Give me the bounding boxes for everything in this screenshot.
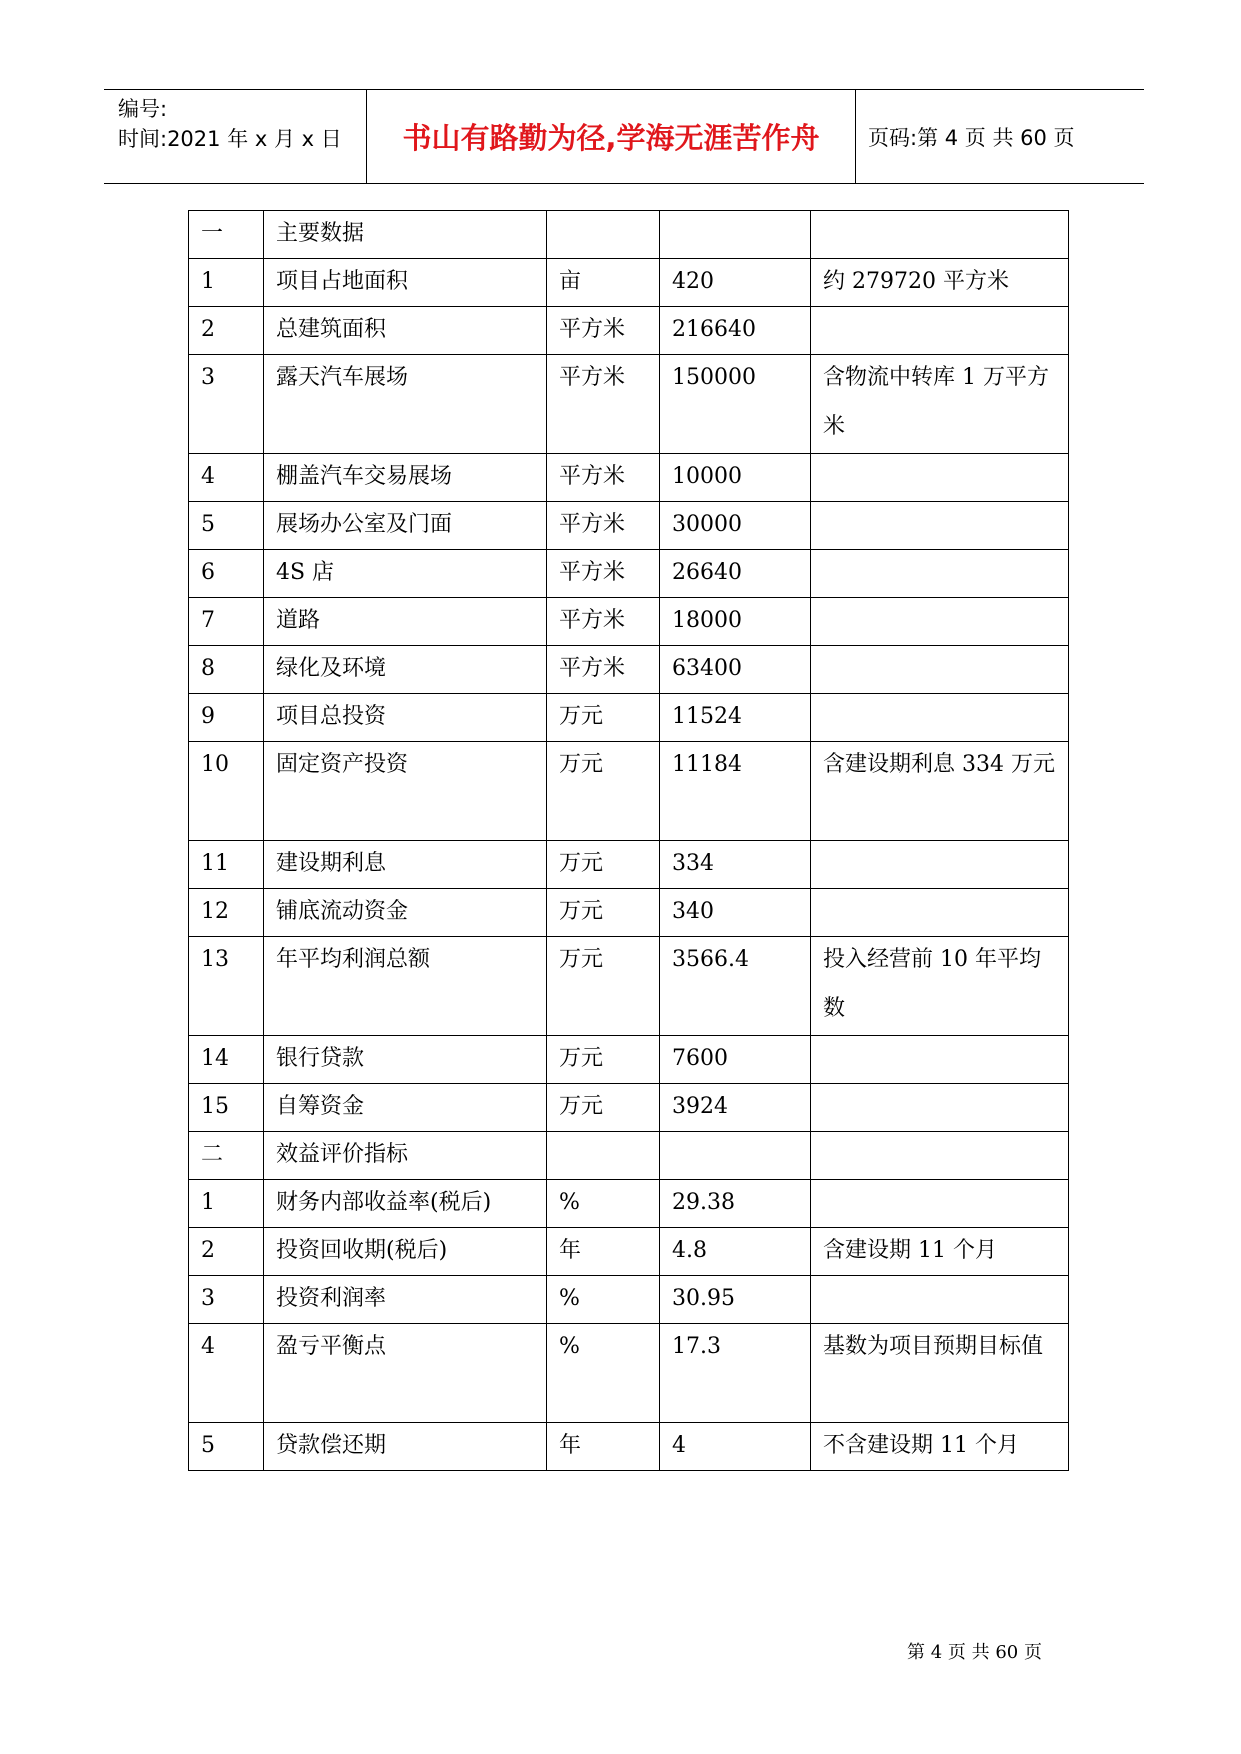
value-cell	[660, 1228, 811, 1276]
table-row	[189, 646, 1069, 694]
note-text: 投入经营前 10 年平均数	[823, 947, 1041, 1021]
item-name-text: 绿化及环境	[276, 656, 387, 681]
note-cell	[811, 550, 1069, 598]
page-footer: 第 4 页 共 60 页	[907, 1642, 1042, 1663]
unit-text: 万元	[559, 1094, 604, 1119]
row-index-cell	[189, 1036, 264, 1084]
item-name-text: 主要数据	[276, 221, 365, 246]
value-text: 11524	[672, 704, 742, 729]
row-index-cell	[189, 550, 264, 598]
value-text: 216640	[672, 317, 756, 342]
value-cell	[660, 889, 811, 937]
row-index-text: 3	[201, 365, 215, 390]
row-index-text: 15	[201, 1094, 229, 1119]
project-data-table	[188, 210, 1069, 1471]
table-row	[189, 1084, 1069, 1132]
unit-cell	[547, 502, 660, 550]
unit-cell	[547, 1228, 660, 1276]
value-cell	[660, 307, 811, 355]
value-text: 334	[672, 851, 714, 876]
value-cell	[660, 742, 811, 841]
note-cell	[811, 1276, 1069, 1324]
table-row	[189, 355, 1069, 454]
row-index-cell	[189, 694, 264, 742]
item-name-cell	[264, 307, 547, 355]
row-index-cell	[189, 1276, 264, 1324]
unit-cell	[547, 841, 660, 889]
row-index-text: 3	[201, 1286, 215, 1311]
unit-cell	[547, 1084, 660, 1132]
unit-cell	[547, 646, 660, 694]
row-index-cell	[189, 211, 264, 259]
value-cell	[660, 841, 811, 889]
table-row	[189, 742, 1069, 841]
value-text: 340	[672, 899, 714, 924]
table-row	[189, 259, 1069, 307]
table-row	[189, 1276, 1069, 1324]
unit-text: 平方米	[559, 317, 626, 342]
note-cell	[811, 841, 1069, 889]
row-index-cell	[189, 1132, 264, 1180]
unit-cell	[547, 1132, 660, 1180]
unit-text: 平方米	[559, 365, 626, 390]
item-name-text: 项目总投资	[276, 704, 387, 729]
unit-cell	[547, 1276, 660, 1324]
row-index-cell	[189, 598, 264, 646]
row-index-text: 1	[201, 1190, 215, 1215]
unit-cell	[547, 454, 660, 502]
note-cell	[811, 742, 1069, 841]
table-row	[189, 598, 1069, 646]
item-name-text: 道路	[276, 608, 321, 633]
note-cell	[811, 1084, 1069, 1132]
value-text: 63400	[672, 656, 742, 681]
value-cell	[660, 454, 811, 502]
value-text: 4.8	[672, 1238, 707, 1263]
unit-text: 年	[559, 1433, 582, 1458]
row-index-text: 1	[201, 269, 215, 294]
table-row	[189, 1036, 1069, 1084]
unit-cell	[547, 259, 660, 307]
row-index-cell	[189, 259, 264, 307]
unit-cell	[547, 1423, 660, 1471]
value-cell	[660, 1324, 811, 1423]
item-name-cell	[264, 937, 547, 1036]
value-cell	[660, 1180, 811, 1228]
unit-cell	[547, 937, 660, 1036]
item-name-cell	[264, 211, 547, 259]
row-index-text: 14	[201, 1046, 229, 1071]
table-row	[189, 937, 1069, 1036]
row-index-cell	[189, 355, 264, 454]
unit-cell	[547, 1180, 660, 1228]
note-cell	[811, 1132, 1069, 1180]
row-index-text: 8	[201, 656, 215, 681]
item-name-cell	[264, 841, 547, 889]
item-name-cell	[264, 454, 547, 502]
unit-cell	[547, 550, 660, 598]
table-row	[189, 454, 1069, 502]
row-index-text: 7	[201, 608, 215, 633]
table-row	[189, 1180, 1069, 1228]
value-text: 17.3	[672, 1334, 721, 1359]
item-name-text: 总建筑面积	[276, 317, 387, 342]
item-name-text: 建设期利息	[276, 851, 387, 876]
header-motto: 书山有路勤为径,学海无涯苦作舟	[367, 90, 856, 183]
unit-cell	[547, 742, 660, 841]
header-page-number: 页码:第 4 页 共 60 页	[868, 125, 1075, 150]
value-cell	[660, 646, 811, 694]
row-index-text: 6	[201, 560, 215, 585]
item-name-text: 自筹资金	[276, 1094, 365, 1119]
unit-text: 亩	[559, 269, 582, 294]
note-text: 约 279720 平方米	[823, 269, 1009, 294]
table-row	[189, 694, 1069, 742]
unit-text: 万元	[559, 1046, 604, 1071]
item-name-cell	[264, 1180, 547, 1228]
value-text: 11184	[672, 752, 742, 777]
unit-cell	[547, 355, 660, 454]
header-meta	[104, 90, 367, 183]
item-name-cell	[264, 889, 547, 937]
row-index-text: 一	[201, 221, 224, 246]
unit-text: 万元	[559, 947, 604, 972]
item-name-cell	[264, 742, 547, 841]
row-index-cell	[189, 454, 264, 502]
note-cell	[811, 502, 1069, 550]
item-name-text: 固定资产投资	[276, 752, 409, 777]
note-cell	[811, 1324, 1069, 1423]
item-name-cell	[264, 598, 547, 646]
row-index-text: 12	[201, 899, 229, 924]
row-index-text: 13	[201, 947, 229, 972]
row-index-cell	[189, 1228, 264, 1276]
row-index-cell	[189, 1324, 264, 1423]
value-cell	[660, 1423, 811, 1471]
unit-text: 平方米	[559, 464, 626, 489]
table-row	[189, 502, 1069, 550]
row-index-text: 5	[201, 512, 215, 537]
unit-text: 平方米	[559, 512, 626, 537]
row-index-text: 11	[201, 851, 229, 876]
unit-text: 年	[559, 1238, 582, 1263]
note-cell	[811, 937, 1069, 1036]
note-cell	[811, 1228, 1069, 1276]
table-row	[189, 307, 1069, 355]
item-name-cell	[264, 646, 547, 694]
note-text: 含物流中转库 1 万平方米	[823, 365, 1049, 439]
unit-cell	[547, 694, 660, 742]
unit-text: %	[559, 1334, 580, 1359]
note-cell	[811, 211, 1069, 259]
item-name-text: 贷款偿还期	[276, 1433, 387, 1458]
value-cell	[660, 694, 811, 742]
row-index-text: 2	[201, 317, 215, 342]
item-name-cell	[264, 1132, 547, 1180]
value-text: 3924	[672, 1094, 728, 1119]
row-index-text: 4	[201, 464, 215, 489]
note-cell	[811, 307, 1069, 355]
item-name-text: 铺底流动资金	[276, 899, 409, 924]
value-cell	[660, 1132, 811, 1180]
row-index-text: 2	[201, 1238, 215, 1263]
item-name-text: 4S 店	[276, 560, 335, 585]
item-name-text: 效益评价指标	[276, 1142, 409, 1167]
note-cell	[811, 355, 1069, 454]
row-index-cell	[189, 307, 264, 355]
item-name-cell	[264, 1423, 547, 1471]
table-row	[189, 841, 1069, 889]
item-name-text: 投资回收期(税后)	[276, 1238, 448, 1263]
item-name-cell	[264, 550, 547, 598]
table-row	[189, 211, 1069, 259]
row-index-cell	[189, 889, 264, 937]
table-row	[189, 1423, 1069, 1471]
item-name-cell	[264, 259, 547, 307]
unit-text: 万元	[559, 752, 604, 777]
item-name-text: 露天汽车展场	[276, 365, 409, 390]
item-name-cell	[264, 1276, 547, 1324]
value-cell	[660, 1084, 811, 1132]
item-name-text: 年平均利润总额	[276, 947, 431, 972]
item-name-cell	[264, 1324, 547, 1423]
row-index-text: 4	[201, 1334, 215, 1359]
unit-cell	[547, 307, 660, 355]
row-index-text: 10	[201, 752, 229, 777]
value-text: 150000	[672, 365, 756, 390]
note-cell	[811, 1423, 1069, 1471]
page-header	[104, 89, 1144, 184]
item-name-text: 财务内部收益率(税后)	[276, 1190, 492, 1215]
value-text: 7600	[672, 1046, 728, 1071]
value-text: 18000	[672, 608, 742, 633]
unit-cell	[547, 889, 660, 937]
value-text: 26640	[672, 560, 742, 585]
row-index-cell	[189, 502, 264, 550]
value-text: 30000	[672, 512, 742, 537]
unit-text: 万元	[559, 851, 604, 876]
table-row	[189, 1132, 1069, 1180]
unit-text: 万元	[559, 704, 604, 729]
item-name-cell	[264, 1036, 547, 1084]
unit-cell	[547, 1324, 660, 1423]
note-cell	[811, 1036, 1069, 1084]
document-number-label: 编号:	[118, 97, 168, 121]
item-name-text: 项目占地面积	[276, 269, 409, 294]
unit-text: 平方米	[559, 560, 626, 585]
note-text: 含建设期 11 个月	[823, 1238, 997, 1263]
value-cell	[660, 355, 811, 454]
row-index-cell	[189, 646, 264, 694]
note-cell	[811, 598, 1069, 646]
item-name-text: 投资利润率	[276, 1286, 387, 1311]
item-name-cell	[264, 1084, 547, 1132]
item-name-cell	[264, 355, 547, 454]
unit-text: %	[559, 1190, 580, 1215]
table-row	[189, 550, 1069, 598]
note-cell	[811, 646, 1069, 694]
value-cell	[660, 1276, 811, 1324]
document-time-label: 时间:2021 年 x 月 x 日	[118, 127, 342, 151]
value-text: 29.38	[672, 1190, 735, 1215]
table-row	[189, 889, 1069, 937]
row-index-text: 5	[201, 1433, 215, 1458]
note-cell	[811, 1180, 1069, 1228]
value-text: 30.95	[672, 1286, 735, 1311]
unit-text: 万元	[559, 899, 604, 924]
note-text: 基数为项目预期目标值	[823, 1334, 1044, 1359]
row-index-cell	[189, 1423, 264, 1471]
value-text: 10000	[672, 464, 742, 489]
value-cell	[660, 598, 811, 646]
unit-cell	[547, 1036, 660, 1084]
value-cell	[660, 259, 811, 307]
unit-text: 平方米	[559, 608, 626, 633]
value-cell	[660, 937, 811, 1036]
item-name-text: 盈亏平衡点	[276, 1334, 387, 1359]
value-cell	[660, 211, 811, 259]
table-row	[189, 1228, 1069, 1276]
item-name-text: 棚盖汽车交易展场	[276, 464, 453, 489]
item-name-cell	[264, 1228, 547, 1276]
value-cell	[660, 502, 811, 550]
item-name-cell	[264, 502, 547, 550]
row-index-cell	[189, 937, 264, 1036]
value-cell	[660, 1036, 811, 1084]
unit-cell	[547, 598, 660, 646]
unit-text: %	[559, 1286, 580, 1311]
item-name-text: 银行贷款	[276, 1046, 365, 1071]
note-cell	[811, 889, 1069, 937]
table-row	[189, 1324, 1069, 1423]
row-index-cell	[189, 742, 264, 841]
row-index-text: 9	[201, 704, 215, 729]
row-index-text: 二	[201, 1142, 224, 1167]
unit-text: 平方米	[559, 656, 626, 681]
note-text: 不含建设期 11 个月	[823, 1433, 1019, 1458]
note-cell	[811, 259, 1069, 307]
value-cell	[660, 550, 811, 598]
row-index-cell	[189, 1180, 264, 1228]
item-name-text: 展场办公室及门面	[276, 512, 453, 537]
row-index-cell	[189, 1084, 264, 1132]
note-cell	[811, 454, 1069, 502]
value-text: 3566.4	[672, 947, 749, 972]
note-text: 含建设期利息 334 万元	[823, 752, 1055, 777]
item-name-cell	[264, 694, 547, 742]
value-text: 4	[672, 1433, 686, 1458]
value-text: 420	[672, 269, 714, 294]
row-index-cell	[189, 841, 264, 889]
note-cell	[811, 694, 1069, 742]
unit-cell	[547, 211, 660, 259]
